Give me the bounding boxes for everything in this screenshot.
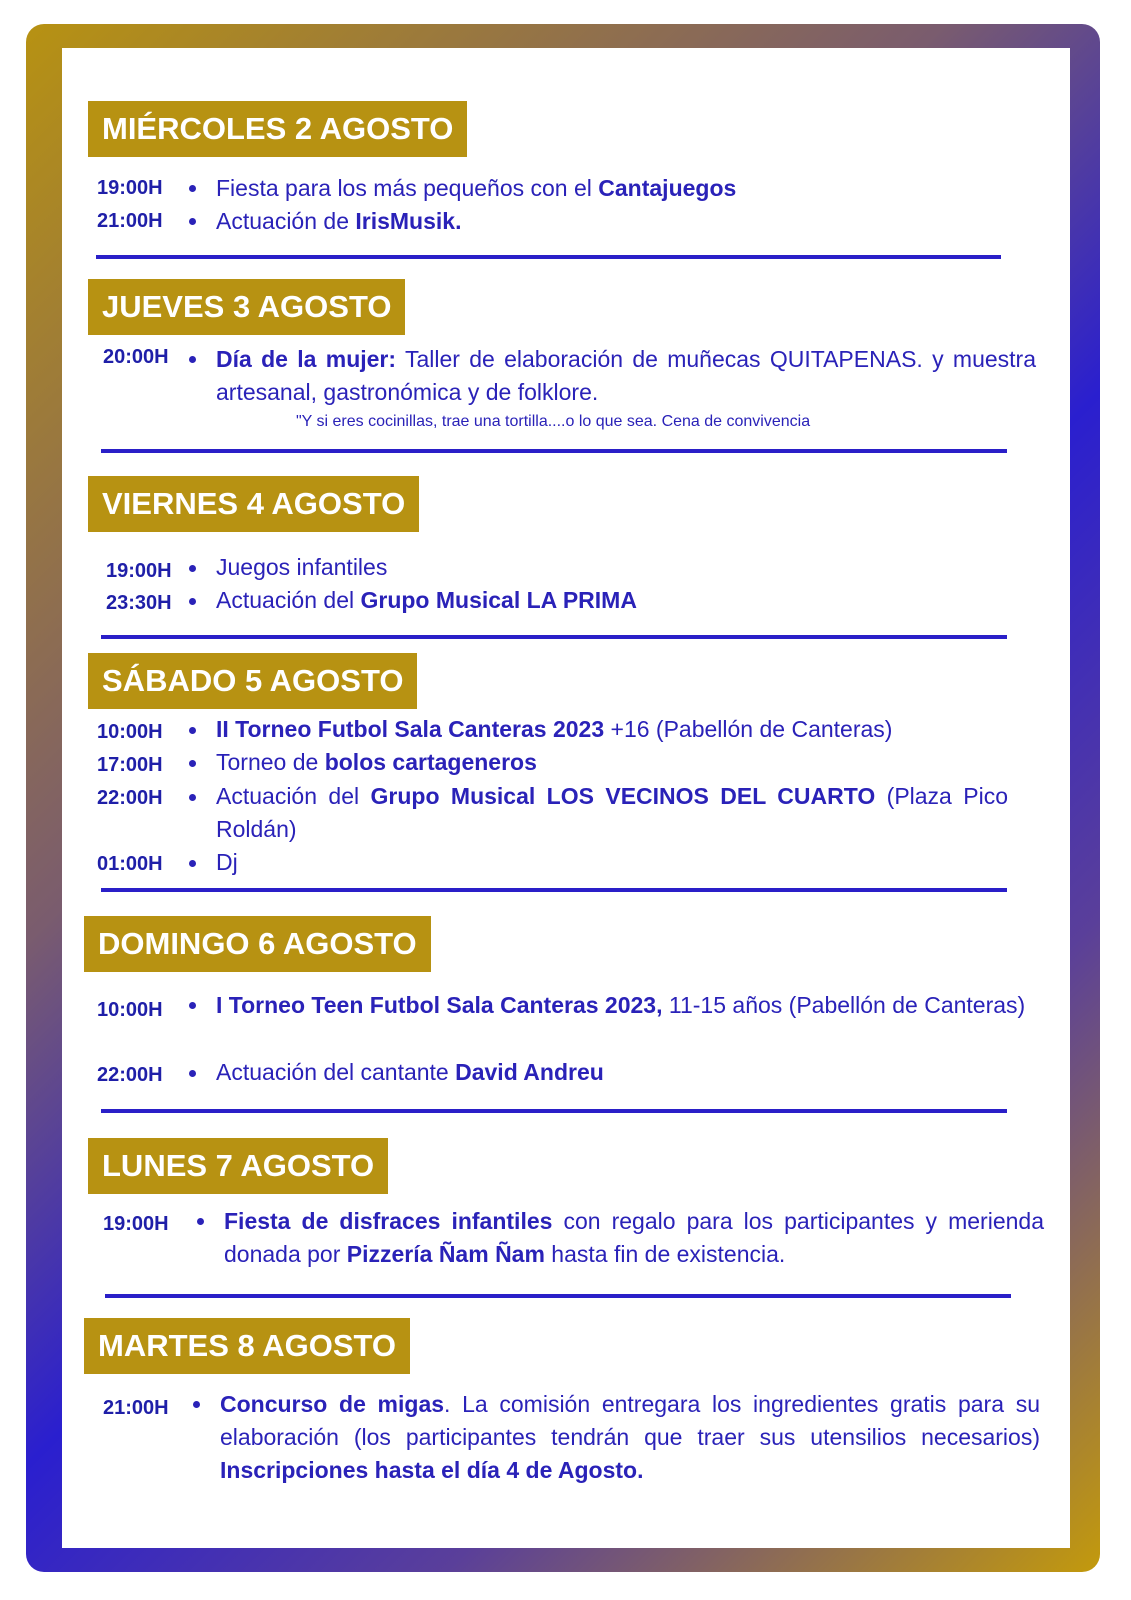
event-time: 19:00H xyxy=(106,560,172,582)
bullet-icon xyxy=(189,1002,196,1009)
event-text: Actuación del Grupo Musical LA PRIMA xyxy=(216,587,637,613)
day-header-miercoles: MIÉRCOLES 2 AGOSTO xyxy=(88,101,467,157)
bullet-icon xyxy=(189,565,196,572)
bullet-icon xyxy=(189,185,196,192)
event-time: 21:00H xyxy=(97,210,163,232)
event-text: Dj xyxy=(216,849,238,875)
section-divider xyxy=(101,449,1007,453)
event-text: Concurso de migas. La comisión entregara los ingredientes gratis para su elaboración (los participantes tendrán que traer sus utensilios necesarios) Inscripciones hasta el día 4 de Agosto. xyxy=(220,1391,1040,1483)
day-header-jueves: JUEVES 3 AGOSTO xyxy=(88,279,405,335)
section-divider xyxy=(105,1294,1011,1298)
event-text: Fiesta para los más pequeños con el Cantajuegos xyxy=(216,175,737,201)
bullet-icon xyxy=(197,1218,204,1225)
bullet-icon xyxy=(189,598,196,605)
section-divider xyxy=(101,888,1007,892)
event-text: Juegos infantiles xyxy=(216,554,388,580)
event-time: 10:00H xyxy=(97,999,163,1021)
bullet-icon xyxy=(189,727,196,734)
event-time: 17:00H xyxy=(97,754,163,776)
event-time: 19:00H xyxy=(103,1213,169,1235)
bullet-icon xyxy=(189,218,196,225)
bullet-icon xyxy=(189,794,196,801)
event-time: 01:00H xyxy=(97,853,163,875)
event-text: Actuación del cantante David Andreu xyxy=(216,1059,604,1085)
section-divider xyxy=(101,635,1007,639)
event-time: 19:00H xyxy=(97,177,163,199)
day-header-lunes: LUNES 7 AGOSTO xyxy=(88,1138,388,1194)
event-text: Día de la mujer: Taller de elaboración de muñecas QUITAPENAS. y muestra artesanal, gastronómica y de folklore. xyxy=(216,346,1036,405)
event-text: Fiesta de disfraces infantiles con regalo para los participantes y merienda donada por Pizzería Ñam Ñam hasta fin de existencia. xyxy=(224,1208,1044,1267)
event-text: Actuación de IrisMusik. xyxy=(216,208,462,234)
bullet-icon xyxy=(193,1401,200,1408)
day-header-viernes: VIERNES 4 AGOSTO xyxy=(88,476,419,532)
bullet-icon xyxy=(189,760,196,767)
bullet-icon xyxy=(189,1070,196,1077)
section-divider xyxy=(96,255,1001,259)
event-time: 21:00H xyxy=(103,1397,169,1419)
bullet-icon xyxy=(189,356,196,363)
event-time: 22:00H xyxy=(97,1064,163,1086)
day-header-sabado: SÁBADO 5 AGOSTO xyxy=(88,653,417,709)
event-text: Actuación del Grupo Musical LOS VECINOS DEL CUARTO (Plaza Pico Roldán) xyxy=(216,783,1008,842)
day-header-martes: MARTES 8 AGOSTO xyxy=(84,1318,410,1374)
day-header-domingo: DOMINGO 6 AGOSTO xyxy=(84,916,431,972)
event-text: Torneo de bolos cartageneros xyxy=(216,749,537,775)
event-time: 23:30H xyxy=(106,592,172,614)
event-text: I Torneo Teen Futbol Sala Canteras 2023, 11-15 años (Pabellón de Canteras) xyxy=(216,992,1026,1018)
event-time: 20:00H xyxy=(103,346,169,368)
event-time: 10:00H xyxy=(97,721,163,743)
event-note: "Y si eres cocinillas, trae una tortilla....o lo que sea. Cena de convivencia xyxy=(296,413,811,430)
section-divider xyxy=(101,1109,1007,1113)
event-text: II Torneo Futbol Sala Canteras 2023 +16 (Pabellón de Canteras) xyxy=(216,716,893,742)
event-time: 22:00H xyxy=(97,787,163,809)
bullet-icon xyxy=(189,860,196,867)
